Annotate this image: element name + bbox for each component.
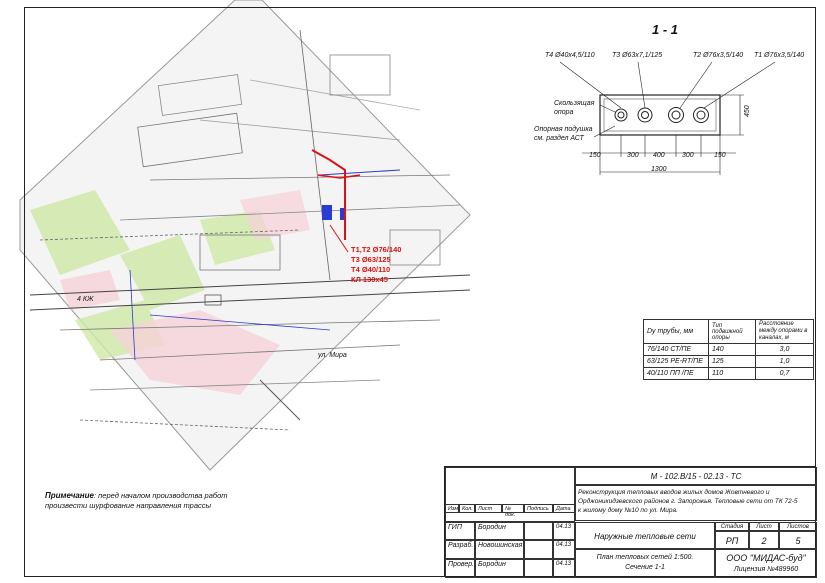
table-row	[644, 356, 814, 368]
stage-value: РП	[715, 531, 749, 549]
dim-total: 1300	[651, 166, 667, 173]
col-head-list: Лист	[475, 504, 502, 513]
col-head-kol: Кол.	[459, 504, 475, 513]
pipe-label-t1: Т1 Ø76х3,5/140	[754, 52, 805, 59]
sheet-value: 2	[749, 531, 779, 549]
table-cell: 76/140 СТ/ПЕ	[644, 344, 709, 356]
dim-400: 400	[653, 152, 665, 159]
support-label-line: опора	[554, 109, 574, 116]
project-line: к жилому дому №10 по ул. Мира.	[578, 507, 678, 514]
table-row	[644, 368, 814, 380]
building-label: 4 КЖ	[77, 296, 94, 303]
table-cell: 0,7	[756, 368, 814, 380]
col-head-doc: № док.	[502, 504, 524, 513]
name-cell: Бородин	[475, 522, 524, 540]
drawing-title: Наружные тепловые сети	[575, 522, 715, 549]
col-head-izm: Изм.	[445, 504, 459, 513]
table-header-cell: Тип подвижной опоры	[709, 320, 756, 344]
signature-cell	[524, 522, 553, 540]
support-label	[554, 99, 594, 117]
date-cell: 04.13	[553, 540, 575, 559]
table-cell: 40/110 ПП /ПЕ	[644, 368, 709, 380]
table-cell: 125	[709, 356, 756, 368]
col-head-date: Дата	[553, 504, 575, 513]
plan-line: Сечение 1-1	[625, 564, 665, 571]
sheets-head: Листов	[779, 522, 817, 531]
table-header-cell: Расстояние между опорами в каналах, м	[756, 320, 814, 344]
col-head-sign: Подпись	[524, 504, 553, 513]
table-cell: 3,0	[756, 344, 814, 356]
pad-label	[534, 125, 593, 143]
project-line: Реконструкция тепловых вводов жилых домов Жовтневого и	[578, 489, 770, 496]
project-line: Орджоникидзевского районов г. Запорожья. Тепловые сети от ТК 72-5	[578, 498, 798, 505]
table-cell: 140	[709, 344, 756, 356]
dim-300-right: 300	[682, 152, 694, 159]
table-header-cell: Dу трубы, мм	[644, 320, 709, 344]
signature-cell	[524, 540, 553, 559]
date-cell: 04.13	[553, 522, 575, 540]
map-callout: Т1,Т2 Ø76/140	[351, 245, 402, 254]
name-cell: Новошинская	[475, 540, 524, 559]
company-license: Лицензия №489960	[733, 566, 799, 573]
company-block	[715, 549, 817, 578]
table-cell: 63/125 PE-RT/ПЕ	[644, 356, 709, 368]
pipe-label-t4: Т4 Ø40х4,5/110	[545, 52, 595, 59]
sheet-head: Лист	[749, 522, 779, 531]
company-name: ООО "МИДАС-буд"	[726, 553, 806, 563]
note-text: : перед началом производства работ	[93, 491, 228, 500]
project-description	[575, 485, 817, 521]
role-cell: Провер.	[445, 559, 475, 578]
street-label: ул. Мира	[318, 352, 347, 359]
map-callout: Т4 Ø40/110	[351, 265, 391, 274]
sheets-value: 5	[779, 531, 817, 549]
table-row	[644, 344, 814, 356]
drawing-code: М - 102.В/15 - 02.13 - ТС	[575, 467, 817, 485]
role-cell: ГИП	[445, 522, 475, 540]
plan-line: План тепловых сетей 1:500.	[596, 554, 694, 561]
name-cell: Бородин	[475, 559, 524, 578]
map-callout: КЛ 130х45	[351, 275, 388, 284]
role-cell: Разраб.	[445, 540, 475, 559]
table-cell: 110	[709, 368, 756, 380]
pad-label-line: Опорная подушка	[534, 126, 593, 133]
pipe-label-t3: Т3 Ø63х7,1/125	[612, 52, 663, 59]
pipe-support-table	[643, 319, 814, 380]
dim-150-right: 150	[714, 152, 726, 159]
pipe-label-t2: Т2 Ø76х3,5/140	[693, 52, 744, 59]
table-header-row	[644, 320, 814, 344]
signature-cell	[524, 559, 553, 578]
map-callout: Т3 Ø63/125	[351, 255, 391, 264]
note-text: произвести шурфование направления трассы	[45, 501, 212, 510]
height-dimension: 450	[744, 105, 751, 117]
stage-head: Стадия	[715, 522, 749, 531]
date-cell: 04.13	[553, 559, 575, 578]
section-title: 1 - 1	[652, 22, 679, 37]
title-block	[444, 466, 816, 577]
plan-caption	[575, 549, 715, 578]
table-cell: 1,0	[756, 356, 814, 368]
note-label: Примечание	[45, 491, 94, 500]
dim-300-left: 300	[627, 152, 639, 159]
pad-label-line: см. раздел АСТ	[534, 135, 584, 142]
support-label-line: Скользящая	[554, 100, 595, 107]
note-block	[45, 491, 228, 511]
dim-150-left: 150	[589, 152, 601, 159]
